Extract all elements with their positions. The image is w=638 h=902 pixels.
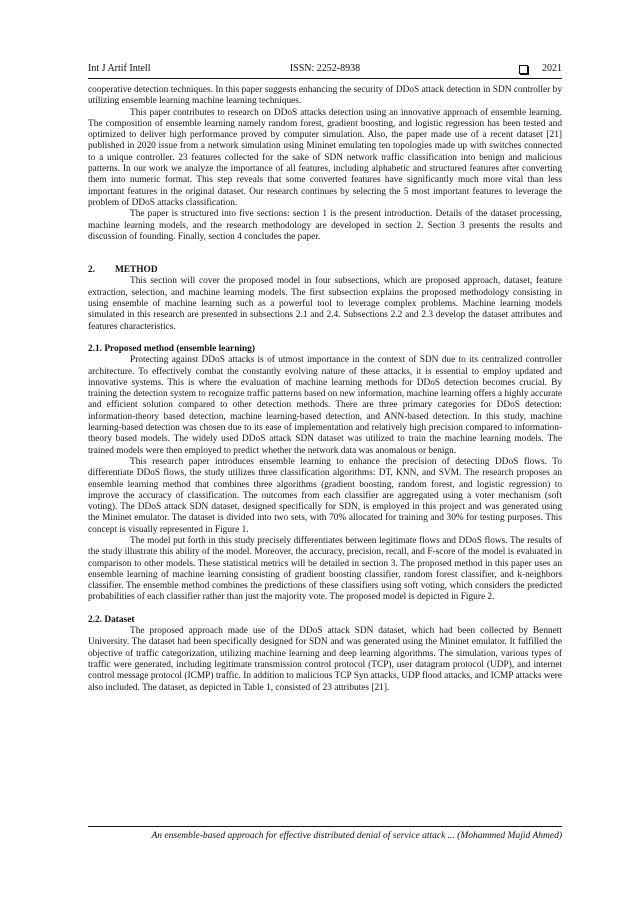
proposed-paragraph-2: This research paper introduces ensemble learning to enhance the precision of detecting DDoS flows. To differentiate DDoS flows, the study utilizes three classification algorithms: DT, KNN, and SVM. The research proposes an ensemble learning method that combines three algorithms (gradient boosting, random forest, and logistic regression) to improve the accuracy of classification. The outcomes from each classifier are aggregated using a voter mechanism (soft voting). The DDoS attack SDN dataset, designed specifically for SDN, is employed in this project and was generated using the Mininet emulator. The dataset is divided into two sets, with 70% allocated for training and 30% for testing purposes. This concept is visually represented in Figure 1. — [88, 456, 562, 535]
section-title: METHOD — [115, 265, 158, 276]
proposed-paragraph-1: Protecting against DDoS attacks is of utmost importance in the context of SDN due to its centralized controller architecture. To effectively combat the constantly evolving nature of these attacks, it is essential to employ updated and innovative systems. This is where the evaluation of machine learning methods for DDoS detection becomes crucial. By training the detection system to recognize traffic patterns based on new information, machine learning offers a highly accurate and efficient solution compared to other detection methods. There are three primary categories for DDoS detection: information-theory based detection, machine learning-based detection, and ANN-based detection. In this study, machine learning-based detection was chosen due to its ease of implementation and relatively high precision compared to information-theory based models. The widely used DDoS attack SDN dataset was utilized to train the machine learning models. The trained models were then employed to predict whether the network data was anomalous or benign. — [88, 355, 562, 456]
section-number: 2. — [88, 265, 96, 276]
footer-rule — [88, 826, 562, 827]
method-paragraph: This section will cover the proposed model in four subsections, which are proposed approach, dataset, feature extraction, selection, and machine learning models. The first subsection explains the proposed methodology consisting in using ensemble of machine learning such as a powerful tool to leverage complex problems. Machine learning models simulated in this research are presented in subsections 2.1 and 2.4. Subsections 2.2 and 2.3 develop the dataset attributes and features characteristics. — [88, 276, 562, 332]
header-rule — [88, 78, 562, 79]
running-footer: An ensemble-based approach for effective distributed denial of service attack ... (Mohammed Majid Ahmed) — [151, 831, 562, 841]
section-heading-method — [88, 265, 562, 276]
proposed-paragraph-3: The model put forth in this study precisely differentiates between legitimate flows and DDoS flows. The results of the study illustrate this ability of the model. Moreover, the accuracy, precision, recall, and F-score of the model is evaluated in comparison to other models. These statistical metrics will be detailed in section 3. The proposed method in this paper uses an ensemble learning of machine learning consisting of gradient boosting classifier, random forest classifier, and k-neighbors classifier. The ensemble method combines the predictions of these classifiers using soft voting, which considers the predicted probabilities of each classifier rather than just the majority vote. The proposed model is depicted in Figure 2. — [88, 535, 562, 603]
intro-paragraph-2: This paper contributes to research on DDoS attacks detection using an innovative approach of ensemble learning. The composition of ensemble learning namely random forest, gradient boosting, and logistic regression has been tested and optimized to deliver high performance proved by computer simulation. Also, the paper made use of a recent dataset [21] published in 2020 issue from a network simulation using Mininet emulating ten topologies made up with switches connected to a unique controller. 23 features collected for the sake of SDN network traffic classification into benign and malicious patterns. In our work we analyze the importance of all features, including alphabetic and structured features after converting them into numeric format. This step reveals that some converted features have significantly much more vital than less important features in the original dataset. Our research continues by selecting the 5 most important features to leverage the problem of DDoS attacks classification. — [88, 107, 562, 208]
journal-name: Int J Artif Intell — [88, 63, 151, 74]
year: 2021 — [542, 63, 562, 74]
page-body — [88, 85, 562, 694]
page-header — [88, 62, 562, 76]
issn: ISSN: 2252-8938 — [289, 63, 361, 74]
intro-paragraph-3: The paper is structured into five sections: section 1 is the present introduction. Details of the dataset processing, machine learning models, and the research methodology are developed in section 2. Section 3 presents the results and discussion of founding. Finally, section 4 concludes the paper. — [88, 209, 562, 242]
dataset-paragraph: The proposed approach made use of the DDoS attack SDN dataset, which had been collected by Bennett University. The dataset had been specifically designed for SDN and was generated using the Mininet emulator. It fulfilled the objective of traffic categorization, utilizing machine learning and deep learning algorithms. The simulation, various types of traffic were generated, including legitimate transmission control protocol (TCP), user datagram protocol (UDP), and internet control message protocol (ICMP) traffic. In addition to malicious TCP Syn attacks, UDP flood attacks, and ICMP attacks were also included. The dataset, as depicted in Table 1, consisted of 23 attributes [21]. — [88, 626, 562, 693]
intro-paragraph-1: cooperative detection techniques. In this paper suggests enhancing the security of DDoS attack detection in SDN controller by utilizing ensemble learning machine learning techniques. — [88, 85, 562, 107]
square-box-icon — [519, 65, 528, 74]
subsection-heading-proposed-method: 2.1. Proposed method (ensemble learning) — [88, 343, 255, 354]
header-right — [519, 62, 562, 76]
subsection-heading-dataset: 2.2. Dataset — [88, 614, 135, 625]
